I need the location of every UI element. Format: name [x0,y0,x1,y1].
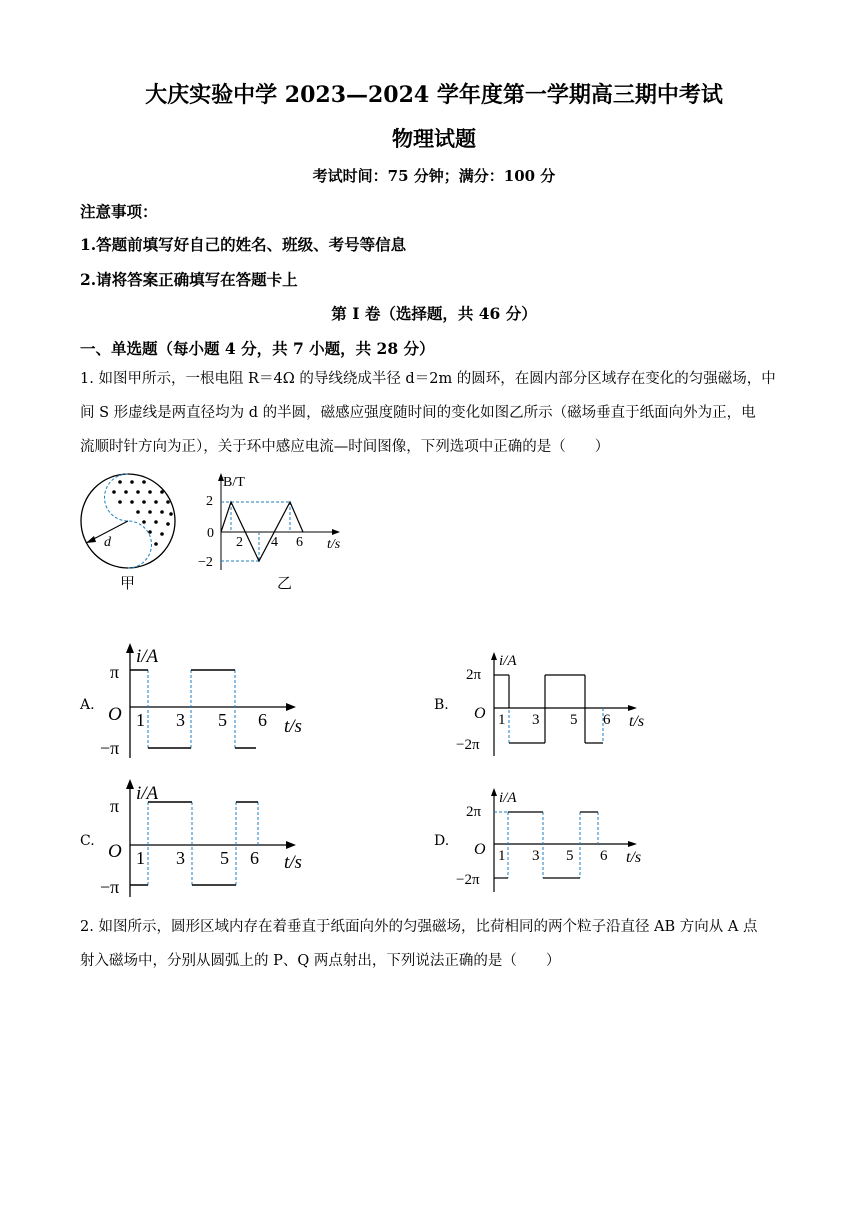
subject-title: 物理试题 [392,126,476,151]
yi-xtick-4: 4 [271,535,278,550]
option-a-label[interactable]: A. [80,697,95,713]
section-title: 第 I 卷（选择题，共 46 分） [331,304,537,323]
c-xtick-3: 3 [176,848,185,868]
d-ylabel: i/A [499,790,517,806]
c-ytop: π [110,796,120,816]
a-ybot: −π [100,738,120,758]
exam-info: 考试时间：75 分钟；满分：100 分 [312,167,556,185]
a-xtick-1: 1 [136,710,145,730]
c-ylabel: i/A [136,783,159,804]
c-xtick-5: 5 [220,848,229,868]
figure-jia [76,470,186,590]
option-c-graph[interactable] [100,775,320,900]
d-ybot: −2π [456,872,480,888]
a-xtick-3: 3 [176,710,185,730]
option-b-graph[interactable] [452,648,662,758]
d-xtick-3: 3 [532,848,540,864]
yi-ytick-0: 0 [207,526,214,541]
d-xtick-6: 6 [600,848,608,864]
c-origin: O [108,841,122,862]
option-d-graph[interactable] [452,784,662,894]
option-b-label[interactable]: B. [434,697,449,713]
option-d-label[interactable]: D. [434,833,450,849]
q1-line-3: 流顺时针方向为正），关于环中感应电流—时间图像，下列选项中正确的是（ ） [80,439,610,455]
a-xlabel: t/s [284,716,302,737]
option-a-graph[interactable] [100,640,320,760]
question-2-text [80,910,790,978]
exam-title: 大庆实验中学 2023—2024 学年度第一学期高三期中考试 [145,82,723,108]
d-origin: O [474,841,486,858]
question-1-text [80,362,790,464]
caption-jia: 甲 [120,576,136,590]
yi-ytick-2: 2 [206,494,213,509]
notice-heading: 注意事项： [80,202,158,221]
option-c-label[interactable]: C. [80,833,95,849]
a-ylabel: i/A [136,646,159,667]
a-xtick-6: 6 [258,710,267,730]
b-xtick-3: 3 [532,712,540,728]
q1-line-2: 间 S 形虚线是两直径均为 d 的半圆，磁感应强度随时间的变化如图乙所示（磁场垂直于纸面向外为正，电 [80,405,756,421]
d-ytop: 2π [466,804,482,820]
yi-ytick-neg2: −2 [198,555,213,570]
d-xlabel: t/s [626,849,642,866]
yi-xtick-2: 2 [236,535,243,550]
b-origin: O [474,705,486,722]
d-xtick-5: 5 [566,848,574,864]
part-title: 一、单选题（每小题 4 分，共 7 小题，共 28 分） [80,339,435,358]
yi-ylabel: B/T [223,475,245,490]
notice-item-1: 1.答题前填写好自己的姓名、班级、考号等信息 [80,235,407,254]
b-xtick-1: 1 [498,712,506,728]
d-xtick-1: 1 [498,848,506,864]
b-xtick-6: 6 [603,712,611,728]
a-ytop: π [110,662,120,682]
b-ybot: −2π [456,737,480,753]
yi-xtick-6: 6 [296,535,303,550]
q1-line-1: 1. 如图甲所示，一根电阻 R＝4Ω 的导线绕成半径 d＝2m 的圆环，在圆内部分区域存在变化的匀强磁场，中 [80,371,776,387]
b-ylabel: i/A [499,653,517,669]
q2-line-1: 2. 如图所示，圆形区域内存在着垂直于纸面向外的匀强磁场，比荷相同的两个粒子沿直径 AB 方向从 A 点 [80,919,758,935]
label-d: d [104,535,111,550]
c-xtick-1: 1 [136,848,145,868]
b-xtick-5: 5 [570,712,578,728]
c-xlabel: t/s [284,852,302,873]
c-xtick-6: 6 [250,848,259,868]
notice-item-2: 2.请将答案正确填写在答题卡上 [80,270,298,289]
yi-xlabel: t/s [327,537,341,552]
c-ybot: −π [100,877,120,897]
a-xtick-5: 5 [218,710,227,730]
caption-yi: 乙 [277,576,293,592]
b-ytop: 2π [466,667,482,683]
figure-yi [195,470,355,595]
q2-line-2: 射入磁场中，分别从圆弧上的 P、Q 两点射出，下列说法正确的是（ ） [80,953,561,969]
a-origin: O [108,704,122,725]
b-xlabel: t/s [629,713,645,730]
